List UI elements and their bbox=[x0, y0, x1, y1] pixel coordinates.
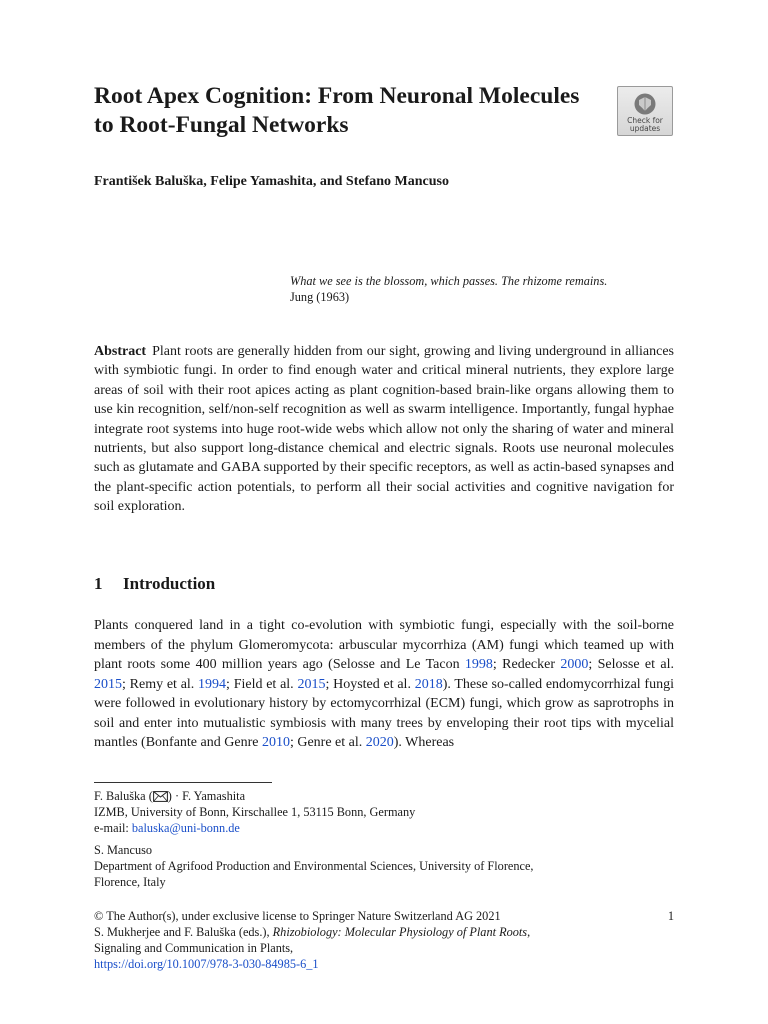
citation-link[interactable]: 2015 bbox=[94, 676, 122, 692]
intro-text: ; Genre et al. bbox=[289, 735, 366, 750]
intro-paragraph bbox=[94, 616, 674, 753]
intro-text: ; Selosse et al. bbox=[588, 657, 674, 672]
author-name: F. Baluška ( bbox=[94, 789, 153, 803]
doi-link[interactable]: https://doi.org/10.1007/978-3-030-84985-6_1 bbox=[94, 957, 319, 971]
book-title: Rhizobiology: Molecular Physiology of Plant Roots bbox=[272, 925, 528, 939]
intro-text: ; Hoysted et al. bbox=[325, 676, 415, 692]
intro-text: Plants conquered land in a tight co-evolution with symbiotic fungi, especially with the soil-borne members of the phylum Glomeromycota: arbuscular mycorrhiza (AM) fungi which teamed up with plant roots some 400 million years ago (Selosse and Le Tacon bbox=[94, 618, 674, 672]
paper-title: Root Apex Cognition: From Neuronal Molecules to Root-Fungal Networks bbox=[94, 83, 580, 138]
abstract-label: Abstract bbox=[94, 344, 147, 359]
institute-address: IZMB, University of Bonn, Kirschallee 1, 53115 Bonn, Germany bbox=[94, 805, 416, 819]
section-number: 1 bbox=[94, 574, 103, 593]
citation-link[interactable]: 2018 bbox=[414, 676, 443, 692]
author-name: ) · F. Yamashita bbox=[167, 789, 246, 803]
abstract-text: Plant roots are generally hidden from our sight, growing and living underground in alliances with symbiotic fungi. In order to find enough water and critical mineral nutrients, they explore large areas of soil with their root apices acting as plant cognition-based brain-like organs allowing them to use kin recognition, self/non-self recognition as well as swarm intelligence. Importantly, fungal hyphae integrate root systems into huge root-wide webs which allow not only the sharing of water and mineral nutrients, but also support long-distance chemical and electric signals. Roots use neuronal molecules such as glutamate and GABA supported by their specific receptors, as well as actin-based synapses and the plant-specific action potentials, to perform all their social activities and cognitive navigation for soil exploration. bbox=[94, 344, 674, 515]
section-title-text: Introduction bbox=[123, 574, 216, 593]
author-list: František Baluška, Felipe Yamashita, and Stefano Mancuso bbox=[94, 174, 449, 189]
series-line: Signaling and Communication in Plants, bbox=[94, 941, 294, 955]
footnote-divider bbox=[94, 782, 272, 783]
badge-line2: updates bbox=[629, 124, 661, 133]
intro-text: ). These so-called endomycorrhizal fungi were followed in evolutionary history by ectomycorrhizal (ECM) fungi, which grow as saprotrophs in soil and enter into mutualistic symbiosis with many trees by enveloping their root tips with mycelial mantles (Bonfante and Genre bbox=[94, 676, 674, 750]
epigraph-quote: What we see is the blossom, which passes. The rhizome remains. bbox=[290, 274, 608, 288]
email-link[interactable]: baluska@uni-bonn.de bbox=[131, 821, 240, 835]
citation-link[interactable]: 1994 bbox=[198, 676, 227, 692]
check-for-updates-icon bbox=[632, 92, 658, 116]
book-citation bbox=[94, 924, 674, 940]
citation-link[interactable]: 1998 bbox=[464, 657, 493, 672]
section-heading bbox=[94, 573, 674, 595]
copyright-line: © The Author(s), under exclusive license to Springer Nature Switzerland AG 2021 bbox=[94, 909, 501, 923]
department-address: Department of Agrifood Production and Environmental Sciences, University of Florence, bbox=[94, 859, 534, 873]
intro-text: ; Remy et al. bbox=[122, 676, 199, 692]
publication-info bbox=[94, 908, 674, 972]
citation-link[interactable]: 2000 bbox=[560, 657, 589, 672]
affiliation-bonn bbox=[94, 788, 674, 836]
affiliation-authors bbox=[94, 788, 674, 804]
author-name: S. Mancuso bbox=[94, 843, 153, 857]
envelope-icon[interactable] bbox=[153, 791, 168, 802]
citation-link[interactable]: 2010 bbox=[261, 735, 290, 750]
email-label: e-mail: bbox=[94, 821, 132, 835]
affiliation-florence bbox=[94, 842, 674, 890]
book-punct: , bbox=[527, 925, 531, 939]
city-address: Florence, Italy bbox=[94, 875, 166, 889]
intro-text: ; Redecker bbox=[492, 657, 561, 672]
citation-link[interactable]: 2015 bbox=[297, 676, 326, 692]
abstract bbox=[94, 342, 674, 517]
epigraph-source: Jung (1963) bbox=[290, 290, 350, 304]
epigraph bbox=[290, 273, 674, 305]
intro-text: ). Whereas bbox=[393, 735, 455, 750]
email-line bbox=[94, 820, 674, 836]
badge-line1: Check for bbox=[627, 116, 663, 125]
intro-text: ; Field et al. bbox=[226, 676, 298, 692]
page-number: 1 bbox=[667, 909, 674, 923]
citation-link[interactable]: 2020 bbox=[365, 735, 394, 750]
editors-text: S. Mukherjee and F. Baluška (eds.), bbox=[94, 925, 273, 939]
check-for-updates-badge[interactable] bbox=[617, 86, 673, 136]
